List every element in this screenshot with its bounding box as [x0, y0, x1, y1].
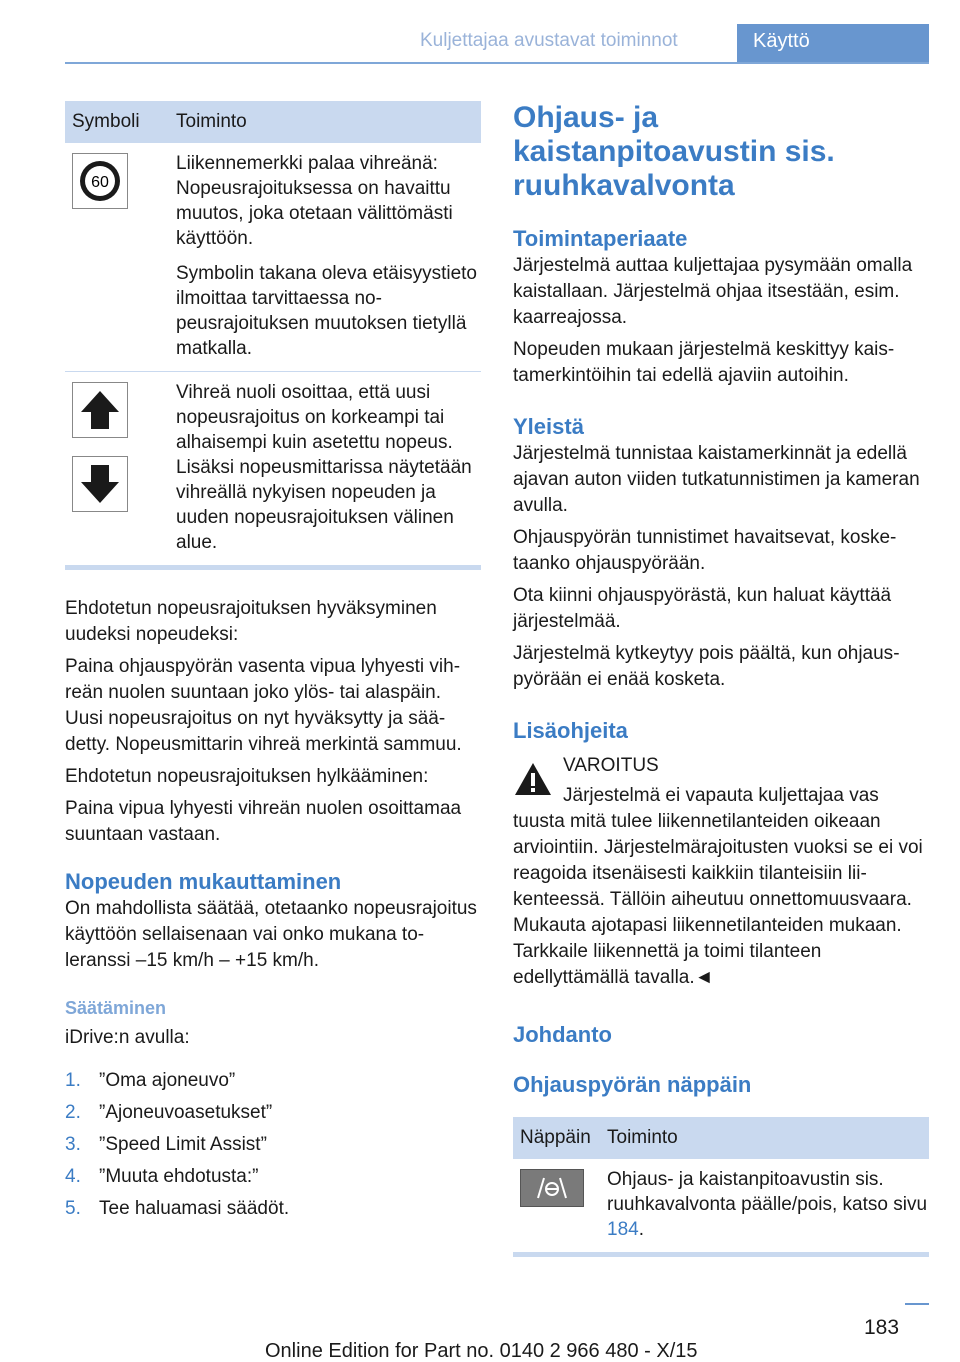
list-item: 5. Tee haluamasi säädöt.: [65, 1198, 290, 1219]
settings-steps-list: [65, 1065, 481, 1225]
accept-title: Ehdotetun nopeusrajoituksen hyväksyminen uudeksi nopeudeksi:: [65, 598, 437, 645]
button-table-row: [513, 1159, 929, 1252]
warning-block: [513, 753, 929, 809]
heading-steering-button: Ohjauspyörän näppäin: [513, 1072, 752, 1097]
symbol-column-header: Symboli: [72, 111, 140, 132]
list-item: 3. ”Speed Limit Assist”: [65, 1134, 267, 1155]
button-column-header: Näppäin: [520, 1127, 591, 1148]
adjust-body: On mahdollista säätää, otetaanko nopeusrajoitus käyttöön sellaisenaan vai onko mukana toleranssi –15 km/h – +15 km/h.: [65, 898, 477, 971]
warning-triangle-icon: [513, 761, 553, 797]
heading-general: Yleistä: [513, 414, 584, 439]
edition-info: Online Edition for Part no. 0140 2 966 480 - X/15: [265, 1340, 698, 1362]
list-item: 1. ”Oma ajoneuvo”: [65, 1070, 236, 1091]
footer-divider: [905, 1303, 929, 1305]
arrow-up-icon: [72, 382, 128, 438]
speed-limit-sign-icon: [72, 153, 128, 209]
heading-principle: Toimintaperiaate: [513, 226, 688, 251]
header-section-title: Kuljettajaa avustavat toiminnot: [420, 30, 678, 51]
header-chapter-tab: Käyttö: [737, 24, 929, 64]
symbol-row2-text: Vihreä nuoli osoittaa, että uusi nopeusrajoitus on korkeampi tai alhaisempi kuin asetettu nopeus. Lisäksi nopeusmittarissa näytetään vihreällä nykyisen nopeuden ja uuden nopeusrajoituksen välinen alue.: [176, 382, 472, 553]
heading-intro: Johdanto: [513, 1022, 612, 1047]
arrow-down-icon: [72, 456, 128, 512]
function-column-header: Toiminto: [607, 1127, 678, 1148]
reject-body: Paina vipua lyhyesti vihreän nuolen osoittamaa suuntaan vastaan.: [65, 798, 462, 845]
button-table-header: [513, 1117, 929, 1159]
symbol-row1-text1: Liikennemerkki palaa vihreänä: Nopeusrajoituksessa on havaittu muutos, joka otetaan välittömästi käyttöön.: [176, 153, 453, 249]
principle-body-2: Nopeuden mukaan järjestelmä keskittyy kaistamerkintöihin tai edellä ajaviin autoihin.: [513, 339, 895, 386]
warning-first-line: Järjestelmä ei vapauta kuljettajaa vas: [563, 785, 879, 806]
page-reference-link[interactable]: 184: [607, 1219, 639, 1240]
reject-title: Ehdotetun nopeusrajoituksen hylkääminen:: [65, 766, 429, 787]
list-item: 4. ”Muuta ehdotusta:”: [65, 1166, 259, 1187]
symbol-table-header: [65, 101, 481, 143]
symbol-row1-text2: Symbolin takana oleva etäisyystieto ilmoittaa tarvittaessa nopeusrajoituksen muutoksen tietyllä matkalla.: [176, 263, 477, 359]
symbol-table-row: [65, 372, 481, 565]
heading-settings: Säätäminen: [65, 998, 167, 1018]
button-function-text: Ohjaus- ja kaistanpitoavustin sis. ruuhkavalvonta päälle/pois, katso sivu 184.: [607, 1169, 928, 1240]
general-body-1: Järjestelmä tunnistaa kaistamerkinnät ja edellä ajavan auton viiden tutkatunnistimen ja kameran avulla.: [513, 443, 920, 516]
warning-title: VAROITUS: [563, 755, 659, 776]
idrive-intro: iDrive:n avulla:: [65, 1027, 190, 1048]
right-column: [513, 101, 929, 1257]
principle-body-1: Järjestelmä auttaa kuljettajaa pysymään omalla kaistallaan. Järjestelmä ohjaa itsestään, esim. kaarreajossa.: [513, 255, 913, 328]
lane-assist-button-icon: [520, 1169, 584, 1207]
speed-limit-value: 60: [91, 174, 109, 191]
warning-body: tuusta mitä tulee liikennetilanteiden oikeaan arviointiin. Järjestelmärajoitusten vuoksi se ei voi reagoida itsenäisesti kaikkiin tilanteisiin liikenteessä. Tällöin aiheutuu onnettomuusvaara. Mukauta ajotapasi liikennetilanteiden mukaan. Tarkkaile liikennettä ja toimi tilanteen edellyttämällä tavalla.◄: [513, 811, 923, 988]
symbol-table-end: [65, 565, 481, 570]
page-title: Ohjaus- ja kaistanpitoavustin sis. ruuhkavalvonta: [513, 101, 835, 202]
symbol-table-row: [65, 143, 481, 372]
header-divider: [65, 62, 929, 64]
heading-speed-adjust: Nopeuden mukauttaminen: [65, 869, 342, 894]
function-column-header: Toiminto: [176, 111, 247, 132]
left-column: [65, 101, 481, 1225]
button-table-end: [513, 1252, 929, 1257]
general-body-2: Ohjauspyörän tunnistimet havaitsevat, kosketaanko ohjauspyörään.: [513, 527, 897, 574]
page-number: 183: [864, 1316, 900, 1339]
general-body-3: Ota kiinni ohjauspyörästä, kun haluat käyttää järjestelmää.: [513, 585, 892, 632]
accept-body: Paina ohjauspyörän vasenta vipua lyhyesti vihreän nuolen suuntaan joko ylös- tai alaspäin. Uusi nopeusrajoitus on nyt hyväksytty ja säädetty. Nopeusmittarin vihreä merkintä sammuu.: [65, 656, 462, 755]
heading-additional-info: Lisäohjeita: [513, 718, 628, 743]
list-item: 2. ”Ajoneuvoasetukset”: [65, 1102, 273, 1123]
general-body-4: Järjestelmä kytkeytyy pois päältä, kun ohjauspyörään ei enää kosketa.: [513, 643, 900, 690]
